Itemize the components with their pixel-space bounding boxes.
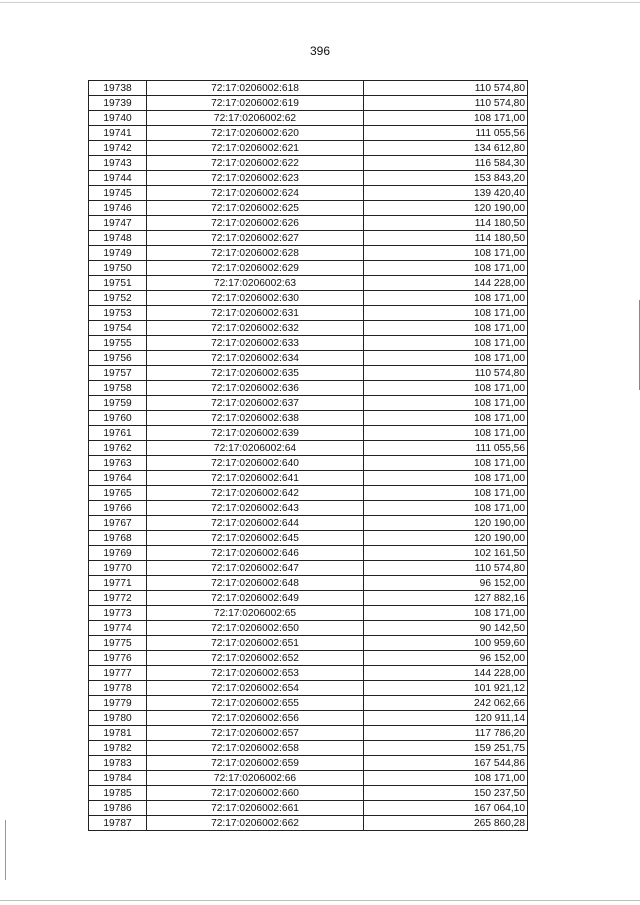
row-number-cell: 19782	[89, 741, 147, 756]
row-number-cell: 19748	[89, 231, 147, 246]
cadastral-number-cell: 72:17:0206002:640	[147, 456, 364, 471]
cadastral-value-cell: 108 171,00	[364, 411, 528, 426]
cadastral-value-cell: 134 612,80	[364, 141, 528, 156]
row-number-cell: 19741	[89, 126, 147, 141]
row-number-cell: 19754	[89, 321, 147, 336]
table-row	[89, 126, 528, 141]
cadastral-value-cell: 144 228,00	[364, 666, 528, 681]
cadastral-number-cell: 72:17:0206002:660	[147, 786, 364, 801]
row-number-cell: 19779	[89, 696, 147, 711]
cadastral-value-cell: 120 911,14	[364, 711, 528, 726]
cadastral-value-cell: 108 171,00	[364, 771, 528, 786]
cadastral-number-cell: 72:17:0206002:652	[147, 651, 364, 666]
cadastral-value-cell: 108 171,00	[364, 501, 528, 516]
row-number-cell: 19740	[89, 111, 147, 126]
cadastral-number-cell: 72:17:0206002:624	[147, 186, 364, 201]
table-row	[89, 426, 528, 441]
scan-edge-bottom	[0, 900, 640, 901]
table-row	[89, 621, 528, 636]
table-row	[89, 321, 528, 336]
cadastral-number-cell: 72:17:0206002:644	[147, 516, 364, 531]
row-number-cell: 19738	[89, 81, 147, 96]
row-number-cell: 19749	[89, 246, 147, 261]
table-row	[89, 231, 528, 246]
cadastral-number-cell: 72:17:0206002:661	[147, 801, 364, 816]
table-row	[89, 591, 528, 606]
cadastral-number-cell: 72:17:0206002:643	[147, 501, 364, 516]
table-row	[89, 156, 528, 171]
row-number-cell: 19778	[89, 681, 147, 696]
cadastral-value-cell: 102 161,50	[364, 546, 528, 561]
cadastral-value-cell: 111 055,56	[364, 441, 528, 456]
cadastral-value-cell: 96 152,00	[364, 576, 528, 591]
cadastral-value-cell: 108 171,00	[364, 486, 528, 501]
cadastral-number-cell: 72:17:0206002:655	[147, 696, 364, 711]
table-row	[89, 306, 528, 321]
cadastral-number-cell: 72:17:0206002:647	[147, 561, 364, 576]
row-number-cell: 19759	[89, 396, 147, 411]
cadastral-value-cell: 108 171,00	[364, 261, 528, 276]
cadastral-value-cell: 116 584,30	[364, 156, 528, 171]
table-row	[89, 531, 528, 546]
cadastral-value-cell: 101 921,12	[364, 681, 528, 696]
cadastral-number-cell: 72:17:0206002:62	[147, 111, 364, 126]
cadastral-number-cell: 72:17:0206002:636	[147, 381, 364, 396]
cadastral-number-cell: 72:17:0206002:621	[147, 141, 364, 156]
row-number-cell: 19780	[89, 711, 147, 726]
cadastral-number-cell: 72:17:0206002:657	[147, 726, 364, 741]
cadastral-value-cell: 159 251,75	[364, 741, 528, 756]
cadastral-number-cell: 72:17:0206002:658	[147, 741, 364, 756]
cadastral-value-cell: 114 180,50	[364, 231, 528, 246]
cadastral-value-cell: 108 171,00	[364, 321, 528, 336]
cadastral-number-cell: 72:17:0206002:634	[147, 351, 364, 366]
row-number-cell: 19745	[89, 186, 147, 201]
cadastral-value-cell: 110 574,80	[364, 96, 528, 111]
scan-edge-mark-left	[5, 820, 6, 880]
row-number-cell: 19787	[89, 816, 147, 831]
table-row	[89, 726, 528, 741]
cadastral-value-cell: 108 171,00	[364, 306, 528, 321]
cadastral-value-cell: 111 055,56	[364, 126, 528, 141]
cadastral-number-cell: 72:17:0206002:629	[147, 261, 364, 276]
table-row	[89, 351, 528, 366]
row-number-cell: 19757	[89, 366, 147, 381]
table-row	[89, 486, 528, 501]
row-number-cell: 19739	[89, 96, 147, 111]
cadastral-number-cell: 72:17:0206002:618	[147, 81, 364, 96]
cadastral-value-cell: 117 786,20	[364, 726, 528, 741]
cadastral-value-cell: 108 171,00	[364, 246, 528, 261]
row-number-cell: 19777	[89, 666, 147, 681]
table-row	[89, 396, 528, 411]
table-row	[89, 276, 528, 291]
row-number-cell: 19768	[89, 531, 147, 546]
row-number-cell: 19744	[89, 171, 147, 186]
row-number-cell: 19746	[89, 201, 147, 216]
cadastral-number-cell: 72:17:0206002:646	[147, 546, 364, 561]
row-number-cell: 19763	[89, 456, 147, 471]
table-row	[89, 771, 528, 786]
table-row	[89, 741, 528, 756]
cadastral-value-cell: 108 171,00	[364, 426, 528, 441]
row-number-cell: 19752	[89, 291, 147, 306]
row-number-cell: 19750	[89, 261, 147, 276]
row-number-cell: 19775	[89, 636, 147, 651]
table-row	[89, 141, 528, 156]
table-row	[89, 96, 528, 111]
table-row	[89, 171, 528, 186]
table-row	[89, 186, 528, 201]
row-number-cell: 19786	[89, 801, 147, 816]
cadastral-value-cell: 127 882,16	[364, 591, 528, 606]
table-row	[89, 201, 528, 216]
table-row	[89, 411, 528, 426]
cadastral-value-cell: 120 190,00	[364, 516, 528, 531]
cadastral-number-cell: 72:17:0206002:632	[147, 321, 364, 336]
table-row	[89, 501, 528, 516]
cadastral-number-cell: 72:17:0206002:628	[147, 246, 364, 261]
cadastral-value-cell: 108 171,00	[364, 396, 528, 411]
row-number-cell: 19764	[89, 471, 147, 486]
cadastral-number-cell: 72:17:0206002:639	[147, 426, 364, 441]
table-row	[89, 711, 528, 726]
table-row	[89, 336, 528, 351]
page-number: 396	[309, 44, 331, 58]
row-number-cell: 19773	[89, 606, 147, 621]
table-row	[89, 681, 528, 696]
cadastral-value-cell: 108 171,00	[364, 456, 528, 471]
cadastral-number-cell: 72:17:0206002:651	[147, 636, 364, 651]
row-number-cell: 19747	[89, 216, 147, 231]
row-number-cell: 19751	[89, 276, 147, 291]
cadastral-value-cell: 110 574,80	[364, 81, 528, 96]
table-row	[89, 111, 528, 126]
table-row	[89, 366, 528, 381]
row-number-cell: 19742	[89, 141, 147, 156]
row-number-cell: 19758	[89, 381, 147, 396]
cadastral-number-cell: 72:17:0206002:653	[147, 666, 364, 681]
table-row	[89, 381, 528, 396]
table-row	[89, 291, 528, 306]
cadastral-number-cell: 72:17:0206002:656	[147, 711, 364, 726]
cadastral-value-cell: 108 171,00	[364, 606, 528, 621]
row-number-cell: 19769	[89, 546, 147, 561]
row-number-cell: 19760	[89, 411, 147, 426]
cadastral-number-cell: 72:17:0206002:66	[147, 771, 364, 786]
row-number-cell: 19743	[89, 156, 147, 171]
cadastral-number-cell: 72:17:0206002:625	[147, 201, 364, 216]
cadastral-number-cell: 72:17:0206002:641	[147, 471, 364, 486]
table-body	[89, 81, 528, 831]
row-number-cell: 19755	[89, 336, 147, 351]
cadastral-number-cell: 72:17:0206002:659	[147, 756, 364, 771]
cadastral-value-cell: 96 152,00	[364, 651, 528, 666]
cadastral-number-cell: 72:17:0206002:622	[147, 156, 364, 171]
cadastral-value-cell: 114 180,50	[364, 216, 528, 231]
table-row	[89, 561, 528, 576]
cadastral-value-cell: 90 142,50	[364, 621, 528, 636]
cadastral-number-cell: 72:17:0206002:630	[147, 291, 364, 306]
table-row	[89, 696, 528, 711]
table-row	[89, 651, 528, 666]
cadastral-value-cell: 150 237,50	[364, 786, 528, 801]
cadastral-number-cell: 72:17:0206002:626	[147, 216, 364, 231]
table-row	[89, 456, 528, 471]
cadastral-number-cell: 72:17:0206002:63	[147, 276, 364, 291]
row-number-cell: 19784	[89, 771, 147, 786]
scan-edge-top	[0, 2, 640, 3]
cadastral-value-cell: 144 228,00	[364, 276, 528, 291]
table-row	[89, 261, 528, 276]
row-number-cell: 19776	[89, 651, 147, 666]
row-number-cell: 19772	[89, 591, 147, 606]
row-number-cell: 19753	[89, 306, 147, 321]
cadastral-value-cell: 120 190,00	[364, 531, 528, 546]
cadastral-number-cell: 72:17:0206002:654	[147, 681, 364, 696]
cadastral-value-cell: 108 171,00	[364, 351, 528, 366]
cadastral-value-cell: 110 574,80	[364, 366, 528, 381]
row-number-cell: 19765	[89, 486, 147, 501]
cadastral-value-cell: 108 171,00	[364, 381, 528, 396]
cadastral-number-cell: 72:17:0206002:65	[147, 606, 364, 621]
cadastral-value-cell: 108 171,00	[364, 291, 528, 306]
table-row	[89, 606, 528, 621]
cadastral-value-cell: 265 860,28	[364, 816, 528, 831]
table-row	[89, 471, 528, 486]
cadastral-value-cell: 167 064,10	[364, 801, 528, 816]
cadastral-number-cell: 72:17:0206002:645	[147, 531, 364, 546]
cadastral-number-cell: 72:17:0206002:633	[147, 336, 364, 351]
table-row	[89, 786, 528, 801]
row-number-cell: 19766	[89, 501, 147, 516]
cadastral-value-cell: 242 062,66	[364, 696, 528, 711]
table-row	[89, 441, 528, 456]
cadastral-number-cell: 72:17:0206002:662	[147, 816, 364, 831]
cadastral-number-cell: 72:17:0206002:623	[147, 171, 364, 186]
cadastral-value-cell: 110 574,80	[364, 561, 528, 576]
row-number-cell: 19783	[89, 756, 147, 771]
cadastral-value-cell: 120 190,00	[364, 201, 528, 216]
table-row	[89, 246, 528, 261]
table-row	[89, 636, 528, 651]
table-row	[89, 576, 528, 591]
row-number-cell: 19781	[89, 726, 147, 741]
row-number-cell: 19785	[89, 786, 147, 801]
cadastral-number-cell: 72:17:0206002:638	[147, 411, 364, 426]
row-number-cell: 19761	[89, 426, 147, 441]
row-number-cell: 19774	[89, 621, 147, 636]
cadastral-number-cell: 72:17:0206002:649	[147, 591, 364, 606]
cadastral-number-cell: 72:17:0206002:648	[147, 576, 364, 591]
row-number-cell: 19767	[89, 516, 147, 531]
table-row	[89, 546, 528, 561]
cadastral-number-cell: 72:17:0206002:637	[147, 396, 364, 411]
row-number-cell: 19770	[89, 561, 147, 576]
cadastral-value-cell: 139 420,40	[364, 186, 528, 201]
cadastral-value-cell: 108 171,00	[364, 336, 528, 351]
cadastral-number-cell: 72:17:0206002:620	[147, 126, 364, 141]
cadastral-number-cell: 72:17:0206002:642	[147, 486, 364, 501]
table-row	[89, 756, 528, 771]
cadastral-value-cell: 100 959,60	[364, 636, 528, 651]
cadastral-value-cell: 167 544,86	[364, 756, 528, 771]
table-row	[89, 81, 528, 96]
cadastral-value-cell: 108 171,00	[364, 471, 528, 486]
cadastral-number-cell: 72:17:0206002:619	[147, 96, 364, 111]
cadastral-number-cell: 72:17:0206002:64	[147, 441, 364, 456]
table-row	[89, 216, 528, 231]
cadastral-number-cell: 72:17:0206002:650	[147, 621, 364, 636]
table-row	[89, 666, 528, 681]
table-row	[89, 516, 528, 531]
cadastral-number-cell: 72:17:0206002:635	[147, 366, 364, 381]
row-number-cell: 19771	[89, 576, 147, 591]
table-row	[89, 801, 528, 816]
row-number-cell: 19756	[89, 351, 147, 366]
row-number-cell: 19762	[89, 441, 147, 456]
cadastral-value-table	[88, 80, 528, 831]
cadastral-value-cell: 108 171,00	[364, 111, 528, 126]
cadastral-number-cell: 72:17:0206002:627	[147, 231, 364, 246]
cadastral-number-cell: 72:17:0206002:631	[147, 306, 364, 321]
cadastral-value-cell: 153 843,20	[364, 171, 528, 186]
table-row	[89, 816, 528, 831]
